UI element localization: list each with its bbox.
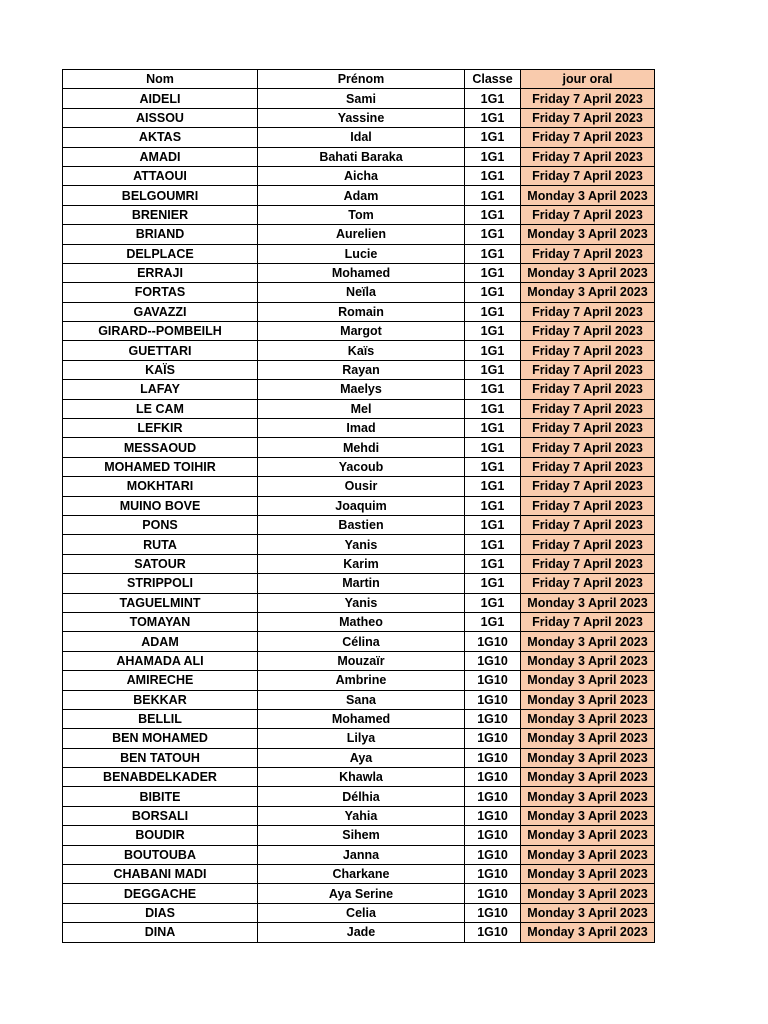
cell-prenom: Aya Serine (258, 884, 465, 903)
table-row (63, 845, 655, 864)
cell-jour-oral: Friday 7 April 2023 (521, 496, 655, 515)
cell-jour-oral: Monday 3 April 2023 (521, 903, 655, 922)
table-row (63, 535, 655, 554)
cell-prenom: Sami (258, 89, 465, 108)
table-row (63, 903, 655, 922)
cell-classe: 1G1 (465, 380, 521, 399)
cell-classe: 1G10 (465, 748, 521, 767)
cell-jour-oral: Friday 7 April 2023 (521, 380, 655, 399)
cell-jour-oral: Friday 7 April 2023 (521, 108, 655, 127)
table-row (63, 399, 655, 418)
cell-jour-oral: Monday 3 April 2023 (521, 884, 655, 903)
table-row (63, 496, 655, 515)
table-row (63, 729, 655, 748)
cell-classe: 1G10 (465, 632, 521, 651)
cell-jour-oral: Friday 7 April 2023 (521, 89, 655, 108)
cell-prenom: Tom (258, 205, 465, 224)
header-row (63, 70, 655, 89)
table-row (63, 89, 655, 108)
cell-prenom: Margot (258, 322, 465, 341)
cell-jour-oral: Friday 7 April 2023 (521, 244, 655, 263)
cell-nom: FORTAS (63, 283, 258, 302)
table-row (63, 651, 655, 670)
cell-nom: BEN MOHAMED (63, 729, 258, 748)
cell-classe: 1G1 (465, 283, 521, 302)
table-row (63, 419, 655, 438)
cell-jour-oral: Friday 7 April 2023 (521, 574, 655, 593)
cell-nom: MOHAMED TOIHIR (63, 457, 258, 476)
cell-prenom: Aya (258, 748, 465, 767)
cell-nom: BEN TATOUH (63, 748, 258, 767)
cell-jour-oral: Friday 7 April 2023 (521, 147, 655, 166)
cell-nom: DELPLACE (63, 244, 258, 263)
cell-prenom: Célina (258, 632, 465, 651)
table-row (63, 787, 655, 806)
cell-classe: 1G1 (465, 89, 521, 108)
cell-jour-oral: Friday 7 April 2023 (521, 360, 655, 379)
cell-nom: AMADI (63, 147, 258, 166)
table-row (63, 884, 655, 903)
cell-jour-oral: Monday 3 April 2023 (521, 748, 655, 767)
cell-nom: MOKHTARI (63, 477, 258, 496)
cell-classe: 1G10 (465, 690, 521, 709)
table-row (63, 806, 655, 825)
cell-nom: GIRARD--POMBEILH (63, 322, 258, 341)
table-row (63, 147, 655, 166)
table-row (63, 826, 655, 845)
cell-prenom: Kaïs (258, 341, 465, 360)
header-classe: Classe (465, 70, 521, 89)
cell-jour-oral: Monday 3 April 2023 (521, 923, 655, 942)
table-row (63, 477, 655, 496)
cell-classe: 1G1 (465, 419, 521, 438)
header-prenom: Prénom (258, 70, 465, 89)
cell-jour-oral: Monday 3 April 2023 (521, 186, 655, 205)
cell-classe: 1G1 (465, 263, 521, 282)
cell-classe: 1G1 (465, 322, 521, 341)
cell-nom: GAVAZZI (63, 302, 258, 321)
cell-jour-oral: Monday 3 April 2023 (521, 632, 655, 651)
cell-nom: GUETTARI (63, 341, 258, 360)
cell-nom: BEKKAR (63, 690, 258, 709)
cell-prenom: Adam (258, 186, 465, 205)
cell-classe: 1G1 (465, 515, 521, 534)
cell-classe: 1G1 (465, 147, 521, 166)
cell-nom: LEFKIR (63, 419, 258, 438)
cell-prenom: Neïla (258, 283, 465, 302)
cell-prenom: Jade (258, 923, 465, 942)
table-body (63, 89, 655, 942)
cell-jour-oral: Friday 7 April 2023 (521, 515, 655, 534)
cell-nom: PONS (63, 515, 258, 534)
cell-prenom: Karim (258, 554, 465, 573)
cell-classe: 1G1 (465, 360, 521, 379)
table-row (63, 263, 655, 282)
cell-jour-oral: Monday 3 April 2023 (521, 806, 655, 825)
cell-prenom: Idal (258, 128, 465, 147)
cell-classe: 1G1 (465, 457, 521, 476)
cell-jour-oral: Friday 7 April 2023 (521, 554, 655, 573)
cell-classe: 1G10 (465, 923, 521, 942)
cell-classe: 1G1 (465, 612, 521, 631)
cell-classe: 1G1 (465, 554, 521, 573)
cell-nom: BRENIER (63, 205, 258, 224)
cell-classe: 1G10 (465, 826, 521, 845)
table-row (63, 593, 655, 612)
cell-nom: AISSOU (63, 108, 258, 127)
table-row (63, 748, 655, 767)
cell-classe: 1G10 (465, 865, 521, 884)
cell-jour-oral: Monday 3 April 2023 (521, 709, 655, 728)
table-row (63, 923, 655, 942)
cell-classe: 1G1 (465, 341, 521, 360)
cell-classe: 1G1 (465, 438, 521, 457)
table-row (63, 128, 655, 147)
table-row (63, 690, 655, 709)
table-row (63, 341, 655, 360)
cell-prenom: Mel (258, 399, 465, 418)
cell-jour-oral: Monday 3 April 2023 (521, 671, 655, 690)
cell-jour-oral: Friday 7 April 2023 (521, 322, 655, 341)
cell-prenom: Celia (258, 903, 465, 922)
table-row (63, 515, 655, 534)
cell-nom: DIAS (63, 903, 258, 922)
cell-classe: 1G10 (465, 768, 521, 787)
cell-jour-oral: Friday 7 April 2023 (521, 166, 655, 185)
table-row (63, 225, 655, 244)
cell-prenom: Mohamed (258, 709, 465, 728)
cell-prenom: Romain (258, 302, 465, 321)
cell-prenom: Aurelien (258, 225, 465, 244)
cell-jour-oral: Monday 3 April 2023 (521, 651, 655, 670)
cell-nom: DEGGACHE (63, 884, 258, 903)
cell-prenom: Imad (258, 419, 465, 438)
table-row (63, 554, 655, 573)
table-row (63, 865, 655, 884)
cell-nom: ADAM (63, 632, 258, 651)
oral-schedule-table (62, 69, 655, 943)
cell-jour-oral: Friday 7 April 2023 (521, 535, 655, 554)
cell-nom: AMIRECHE (63, 671, 258, 690)
cell-classe: 1G1 (465, 166, 521, 185)
cell-prenom: Yanis (258, 593, 465, 612)
cell-classe: 1G10 (465, 845, 521, 864)
cell-classe: 1G1 (465, 302, 521, 321)
table-row (63, 574, 655, 593)
cell-classe: 1G1 (465, 205, 521, 224)
table-row (63, 360, 655, 379)
cell-nom: LE CAM (63, 399, 258, 418)
cell-prenom: Mohamed (258, 263, 465, 282)
cell-jour-oral: Friday 7 April 2023 (521, 341, 655, 360)
cell-prenom: Khawla (258, 768, 465, 787)
header-nom: Nom (63, 70, 258, 89)
cell-prenom: Joaquim (258, 496, 465, 515)
table-row (63, 457, 655, 476)
cell-prenom: Lucie (258, 244, 465, 263)
cell-prenom: Yahia (258, 806, 465, 825)
cell-classe: 1G10 (465, 806, 521, 825)
cell-prenom: Janna (258, 845, 465, 864)
cell-classe: 1G1 (465, 593, 521, 612)
table-row (63, 166, 655, 185)
table-row (63, 302, 655, 321)
cell-classe: 1G1 (465, 128, 521, 147)
cell-classe: 1G10 (465, 651, 521, 670)
cell-jour-oral: Friday 7 April 2023 (521, 477, 655, 496)
cell-prenom: Ousir (258, 477, 465, 496)
cell-classe: 1G10 (465, 671, 521, 690)
cell-nom: BELLIL (63, 709, 258, 728)
table-row (63, 632, 655, 651)
cell-jour-oral: Monday 3 April 2023 (521, 845, 655, 864)
cell-jour-oral: Friday 7 April 2023 (521, 399, 655, 418)
table-row (63, 612, 655, 631)
cell-prenom: Maelys (258, 380, 465, 399)
cell-classe: 1G1 (465, 574, 521, 593)
cell-jour-oral: Friday 7 April 2023 (521, 419, 655, 438)
cell-prenom: Yacoub (258, 457, 465, 476)
cell-nom: BELGOUMRI (63, 186, 258, 205)
cell-jour-oral: Monday 3 April 2023 (521, 225, 655, 244)
table-row (63, 186, 655, 205)
cell-nom: BIBITE (63, 787, 258, 806)
cell-nom: BENABDELKADER (63, 768, 258, 787)
cell-classe: 1G10 (465, 729, 521, 748)
cell-nom: CHABANI MADI (63, 865, 258, 884)
cell-jour-oral: Monday 3 April 2023 (521, 865, 655, 884)
cell-jour-oral: Friday 7 April 2023 (521, 612, 655, 631)
cell-jour-oral: Monday 3 April 2023 (521, 283, 655, 302)
cell-prenom: Sihem (258, 826, 465, 845)
table-row (63, 205, 655, 224)
cell-jour-oral: Monday 3 April 2023 (521, 263, 655, 282)
cell-nom: STRIPPOLI (63, 574, 258, 593)
cell-classe: 1G1 (465, 399, 521, 418)
table-row (63, 108, 655, 127)
cell-nom: DINA (63, 923, 258, 942)
cell-nom: ATTAOUI (63, 166, 258, 185)
cell-nom: KAÏS (63, 360, 258, 379)
cell-prenom: Ambrine (258, 671, 465, 690)
cell-nom: LAFAY (63, 380, 258, 399)
cell-prenom: Sana (258, 690, 465, 709)
cell-nom: BRIAND (63, 225, 258, 244)
cell-prenom: Charkane (258, 865, 465, 884)
table-row (63, 283, 655, 302)
cell-nom: TOMAYAN (63, 612, 258, 631)
cell-prenom: Yassine (258, 108, 465, 127)
cell-classe: 1G1 (465, 496, 521, 515)
cell-prenom: Délhia (258, 787, 465, 806)
header-jour-oral: jour oral (521, 70, 655, 89)
cell-classe: 1G1 (465, 186, 521, 205)
cell-prenom: Bahati Baraka (258, 147, 465, 166)
cell-prenom: Yanis (258, 535, 465, 554)
table-row (63, 244, 655, 263)
cell-jour-oral: Monday 3 April 2023 (521, 768, 655, 787)
cell-jour-oral: Monday 3 April 2023 (521, 729, 655, 748)
cell-nom: RUTA (63, 535, 258, 554)
cell-nom: BOUDIR (63, 826, 258, 845)
cell-jour-oral: Friday 7 April 2023 (521, 457, 655, 476)
cell-jour-oral: Monday 3 April 2023 (521, 690, 655, 709)
cell-jour-oral: Friday 7 April 2023 (521, 438, 655, 457)
cell-classe: 1G1 (465, 244, 521, 263)
cell-classe: 1G10 (465, 903, 521, 922)
cell-nom: ERRAJI (63, 263, 258, 282)
table-row (63, 768, 655, 787)
cell-jour-oral: Friday 7 April 2023 (521, 302, 655, 321)
cell-classe: 1G1 (465, 225, 521, 244)
cell-jour-oral: Friday 7 April 2023 (521, 128, 655, 147)
table-row (63, 380, 655, 399)
cell-nom: BORSALI (63, 806, 258, 825)
cell-prenom: Martin (258, 574, 465, 593)
cell-prenom: Matheo (258, 612, 465, 631)
cell-classe: 1G10 (465, 709, 521, 728)
cell-nom: TAGUELMINT (63, 593, 258, 612)
cell-jour-oral: Monday 3 April 2023 (521, 787, 655, 806)
table-row (63, 322, 655, 341)
cell-classe: 1G10 (465, 884, 521, 903)
cell-nom: MUINO BOVE (63, 496, 258, 515)
cell-classe: 1G1 (465, 535, 521, 554)
cell-nom: AIDELI (63, 89, 258, 108)
cell-classe: 1G10 (465, 787, 521, 806)
table-row (63, 709, 655, 728)
table-row (63, 438, 655, 457)
cell-prenom: Lilya (258, 729, 465, 748)
cell-nom: AHAMADA ALI (63, 651, 258, 670)
cell-nom: AKTAS (63, 128, 258, 147)
cell-nom: MESSAOUD (63, 438, 258, 457)
cell-prenom: Rayan (258, 360, 465, 379)
cell-jour-oral: Monday 3 April 2023 (521, 826, 655, 845)
cell-jour-oral: Monday 3 April 2023 (521, 593, 655, 612)
cell-prenom: Aicha (258, 166, 465, 185)
cell-prenom: Mehdi (258, 438, 465, 457)
cell-prenom: Mouzaïr (258, 651, 465, 670)
cell-jour-oral: Friday 7 April 2023 (521, 205, 655, 224)
cell-classe: 1G1 (465, 108, 521, 127)
cell-nom: SATOUR (63, 554, 258, 573)
cell-nom: BOUTOUBA (63, 845, 258, 864)
cell-prenom: Bastien (258, 515, 465, 534)
cell-classe: 1G1 (465, 477, 521, 496)
table-row (63, 671, 655, 690)
